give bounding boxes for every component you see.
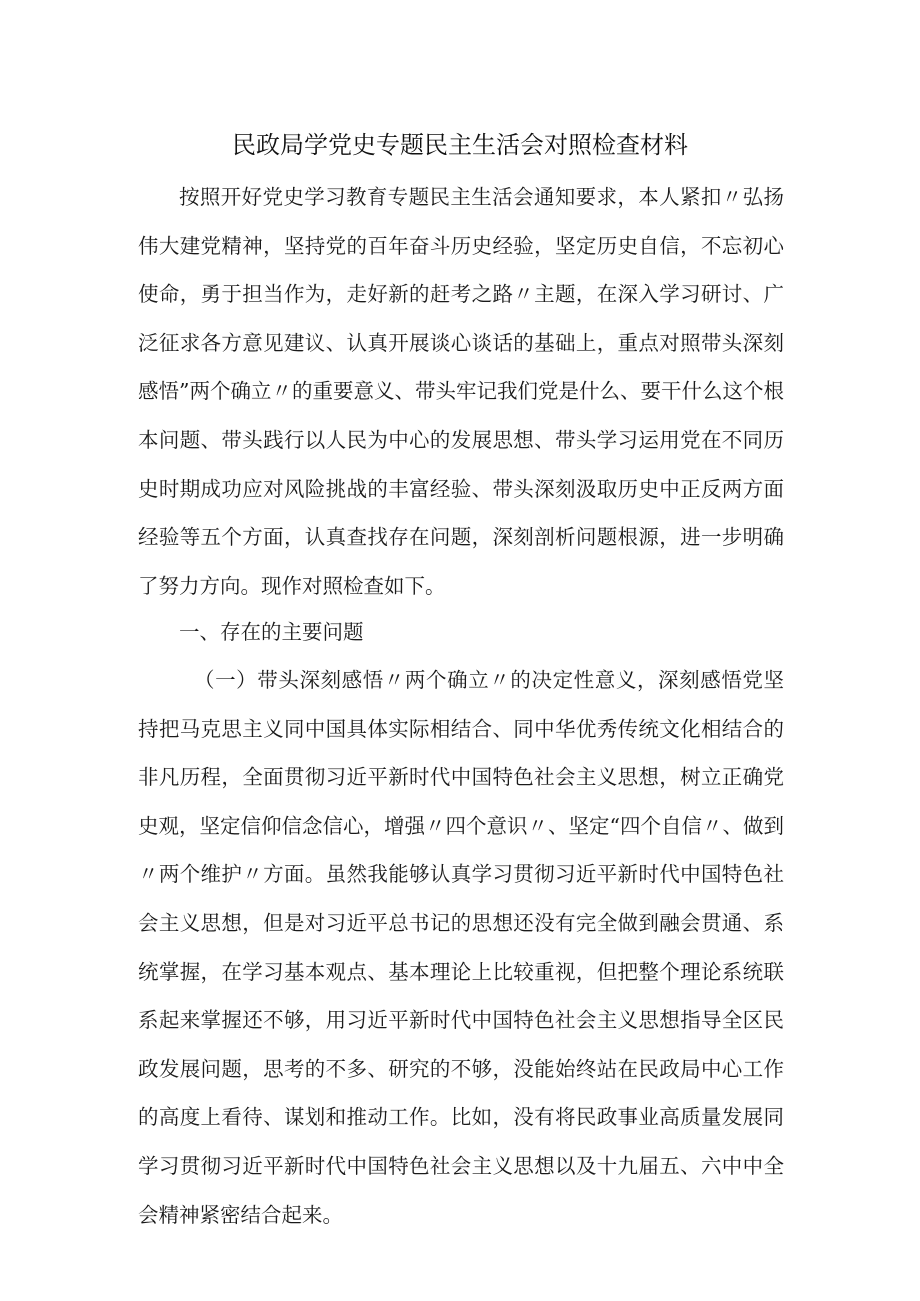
section-heading-main-problems: 一、存在的主要问题 <box>179 620 364 644</box>
section-1-item-1-paragraph: （一）带头深刻感悟〃两个确立〃的决定性意义，深刻感悟党坚持把马克思主义同中国具体实际相结合、同中华优秀传统文化相结合的非凡历程，全面贯彻习近平新时代中国特色社会主义思想，树立正确党史观，坚定信仰信念信心，增强〃四个意识〃、坚定“四个自信〃、做到〃两个维护〃方面。虽然我能够认真学习贯彻习近平新时代中国特色社会主义思想，但是对习近平总书记的思想还没有完全做到融会贯通、系统掌握，在学习基本观点、基本理论上比较重视，但把整个理论系统联系起来掌握还不够，用习近平新时代中国特色社会主义思想指导全区民政发展问题，思考的不多、研究的不够，没能始终站在民政局中心工作的高度上看待、谋划和推动工作。比如，没有将民政事业高质量发展同学习贯彻习近平新时代中国特色社会主义思想以及十九届五、六中中全会精神紧密结合起来。 <box>138 668 784 1227</box>
document-title: 民政局学党史专题民主生活会对照检查材料 <box>232 131 688 159</box>
intro-paragraph: 按照开好党史学习教育专题民主生活会通知要求，本人紧扣〃弘扬伟大建党精神，坚持党的百年奋斗历史经验，坚定历史自信，不忘初心使命，勇于担当作为，走好新的赶考之路〃主题，在深入学习研讨、广泛征求各方意见建议、认真开展谈心谈话的基础上，重点对照带头深刻感悟”两个确立〃的重要意义、带头牢记我们党是什么、要干什么这个根本问题、带头践行以人民为中心的发展思想、带头学习运用党在不同历史时期成功应对风险挑战的丰富经验、带头深刻汲取历史中正反两方面经验等五个方面，认真查找存在问题，深刻剖析问题根源，进一步明确了努力方向。现作对照检查如下。 <box>138 185 784 598</box>
